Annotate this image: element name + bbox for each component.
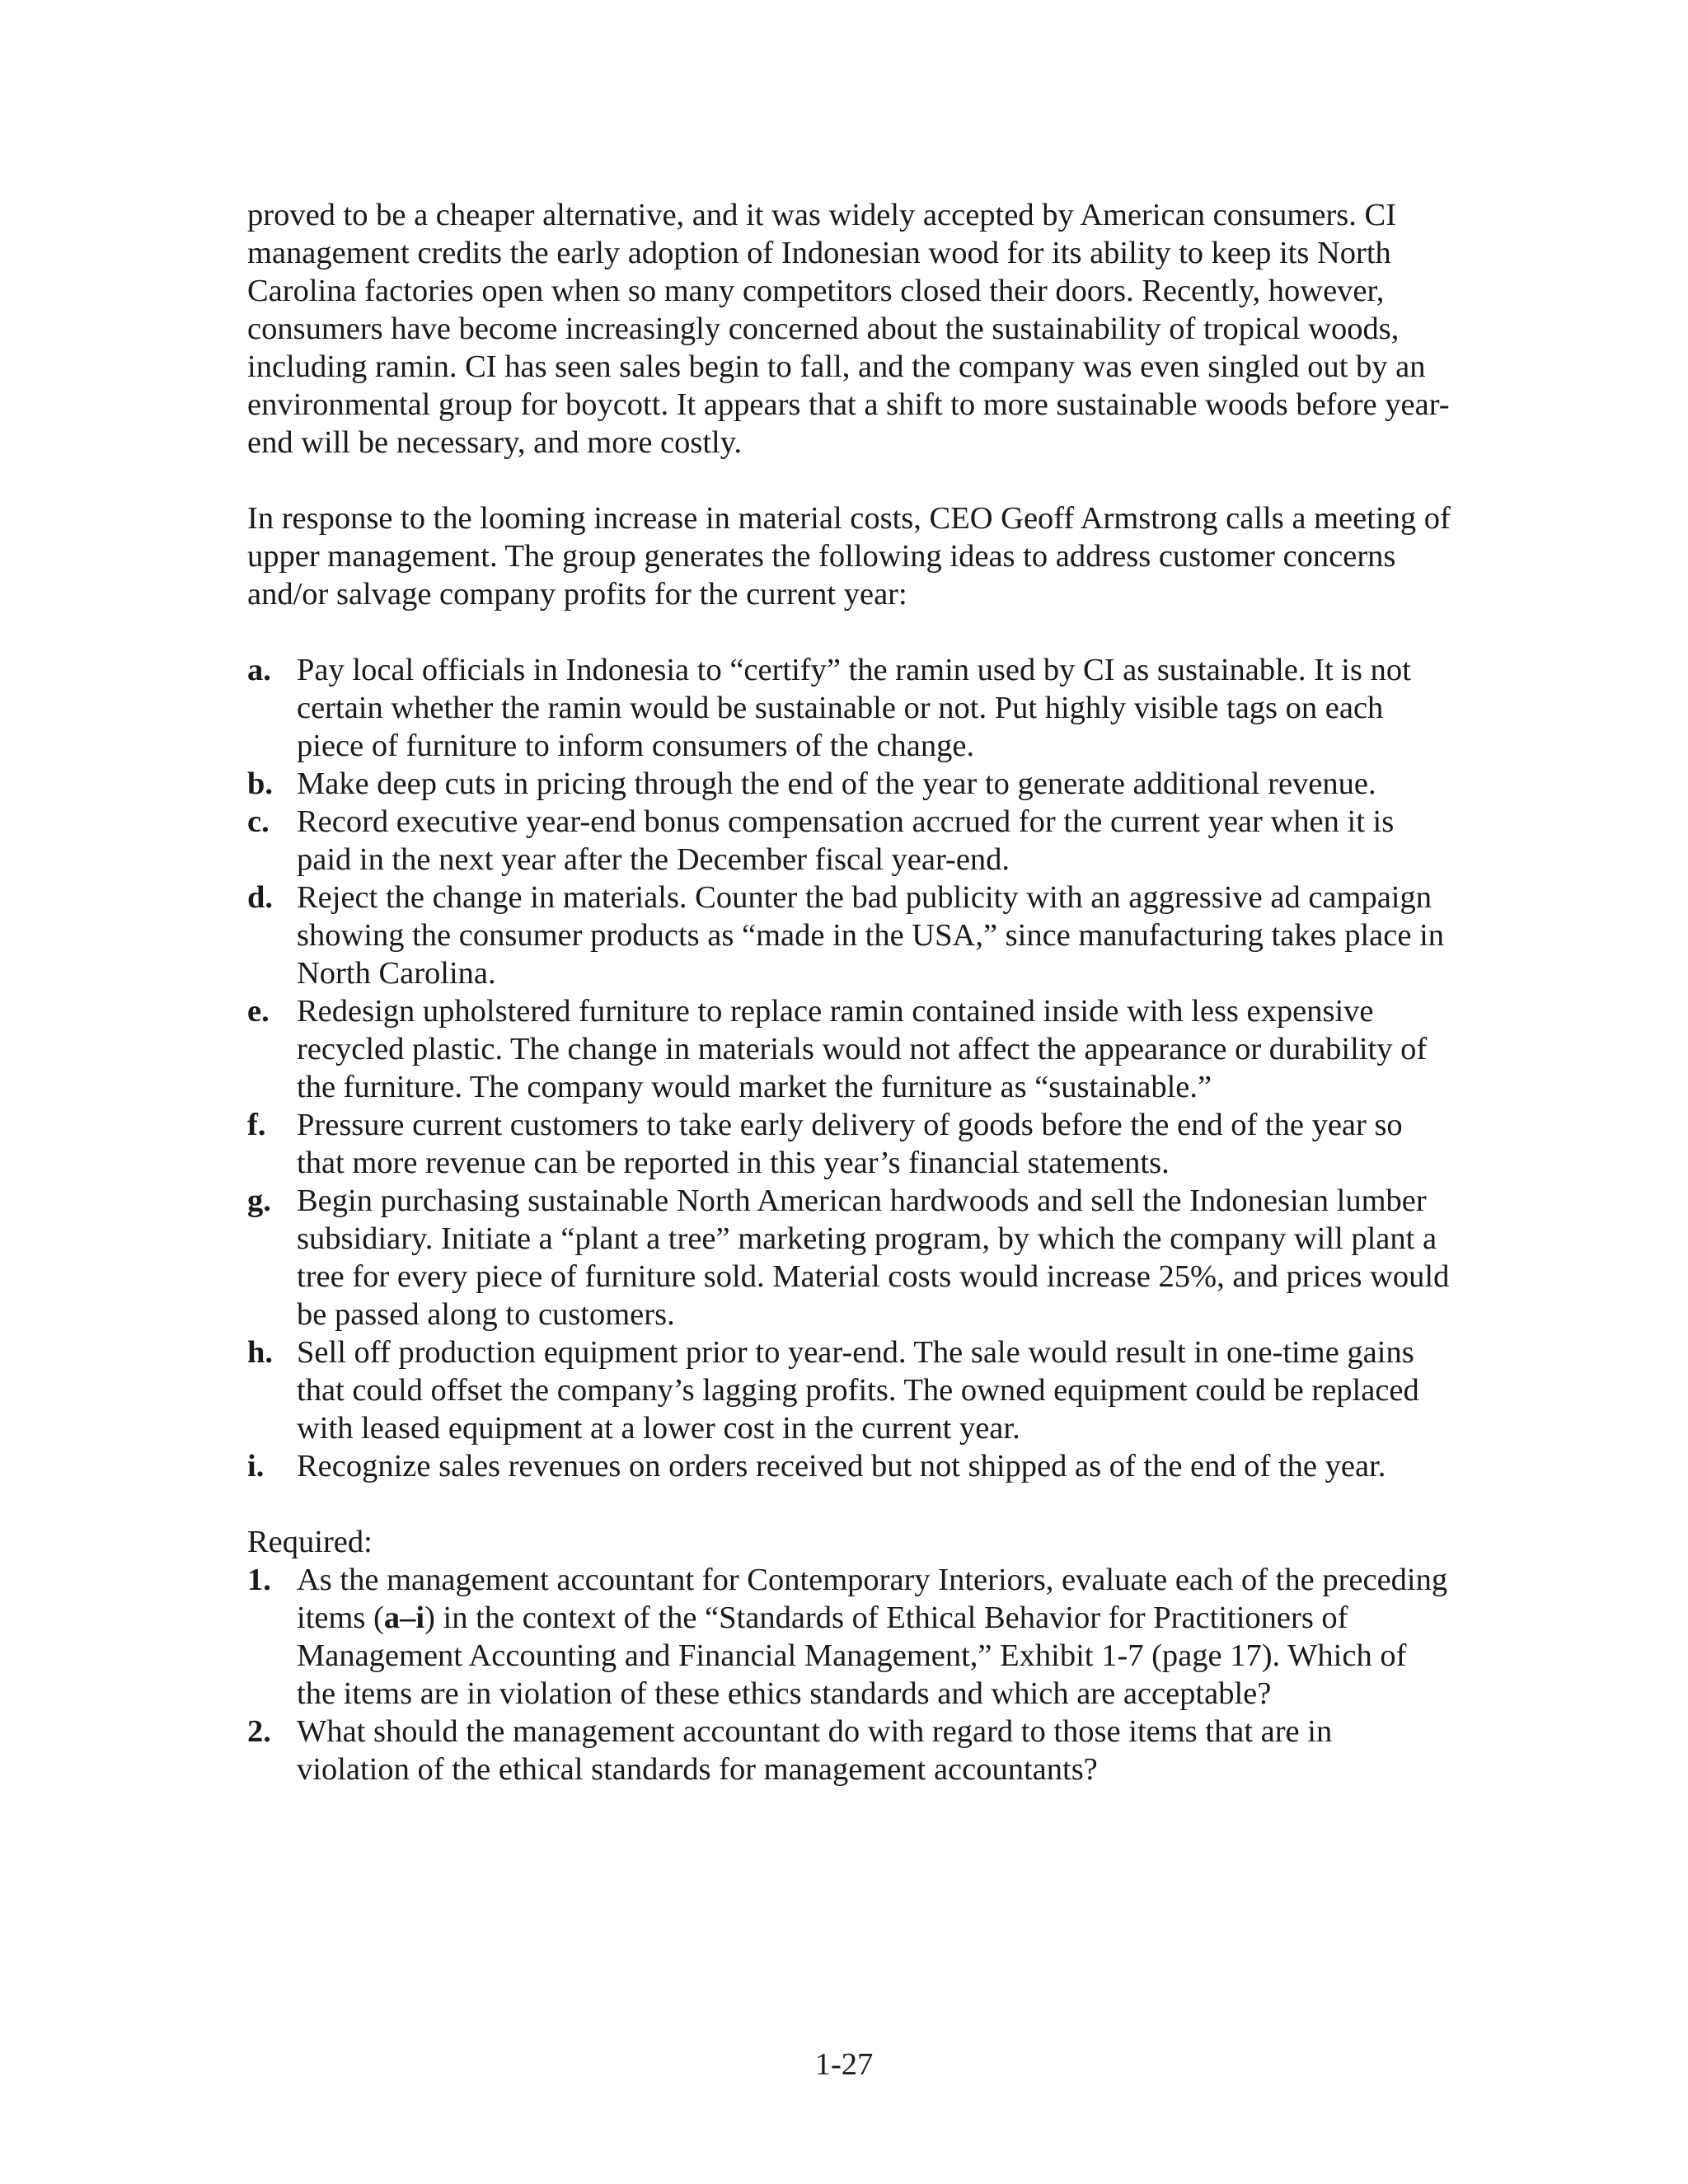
- list-marker: i.: [247, 1449, 265, 1483]
- required-text-after: ) in the context of the “Standards of Ethical Behavior for Practitioners of Management Accounting and Financial Management,” Exhibit 1-7 (page 17). Which of the items are in violation of these ethics standards and which are acceptable?: [297, 1601, 1407, 1711]
- list-marker: e.: [247, 994, 270, 1029]
- required-list: [247, 1561, 1451, 1788]
- list-item: [247, 879, 1451, 992]
- response-paragraph: In response to the looming increase in material costs, CEO Geoff Armstrong calls a meeting of upper management. The group generates the following ideas to address customer concerns and/or salvage company profits for the current year:: [247, 501, 1451, 612]
- list-item-text: Pressure current customers to take early delivery of goods before the end of the year so that more revenue can be reported in this year’s financial statements.: [297, 1108, 1403, 1180]
- list-marker: a.: [247, 653, 271, 687]
- list-item: [247, 1561, 1451, 1713]
- list-marker: g.: [247, 1183, 271, 1218]
- required-heading: Required:: [247, 1525, 373, 1559]
- list-marker: d.: [247, 880, 274, 915]
- list-item-text: Begin purchasing sustainable North American hardwoods and sell the Indonesian lumber subsidiary. Initiate a “plant a tree” marketing program, by which the company will plant a tree for every piece of furniture sold. Material costs would increase 25%, and prices would be passed along to customers.: [297, 1183, 1450, 1332]
- list-item-text: What should the management accountant do with regard to those items that are in violation of the ethical standards for management accountants?: [297, 1714, 1333, 1787]
- list-marker: 1.: [247, 1563, 271, 1597]
- list-item-text: Redesign upholstered furniture to replace ramin contained inside with less expensive recycled plastic. The change in materials would not affect the appearance or durability of the furniture. The company would market the furniture as “sustainable.”: [297, 994, 1428, 1104]
- list-item-text: [297, 1561, 1451, 1713]
- list-item-text: Make deep cuts in pricing through the end of the year to generate additional revenue.: [297, 766, 1376, 801]
- page-number: 1-27: [814, 2047, 874, 2082]
- list-item: [247, 803, 1451, 879]
- document-body: [247, 196, 1451, 1788]
- list-marker: f.: [247, 1108, 266, 1142]
- list-item-text: Record executive year-end bonus compensation accrued for the current year when it is paid in the next year after the December fiscal year-end.: [297, 804, 1395, 877]
- list-item: [247, 765, 1451, 803]
- ideas-list: [247, 651, 1451, 1485]
- list-item-text: Pay local officials in Indonesia to “certify” the ramin used by CI as sustainable. It is not certain whether the ramin would be sustainable or not. Put highly visible tags on each piece of furniture to inform consumers of the change.: [297, 653, 1411, 763]
- intro-paragraph: proved to be a cheaper alternative, and it was widely accepted by American consumers. CI management credits the early adoption of Indonesian wood for its ability to keep its North Carolina factories open when so many competitors closed their doors. Recently, however, consumers have become increasingly concerned about the sustainability of tropical woods, including ramin. CI has seen sales begin to fall, and the company was even singled out by an environmental group for boycott. It appears that a shift to more sustainable woods before year-end will be necessary, and more costly.: [247, 198, 1450, 460]
- list-item-text: Recognize sales revenues on orders received but not shipped as of the end of the year.: [297, 1449, 1386, 1483]
- list-item: [247, 1182, 1451, 1333]
- list-marker: 2.: [247, 1714, 271, 1749]
- list-marker: h.: [247, 1335, 274, 1370]
- list-item-text: Sell off production equipment prior to year-end. The sale would result in one-time gains that could offset the company’s lagging profits. The owned equipment could be replaced with leased equipment at a lower cost in the current year.: [297, 1335, 1419, 1446]
- list-item: [247, 1106, 1451, 1182]
- list-item-text: Reject the change in materials. Counter the bad publicity with an aggressive ad campaign showing the consumer products as “made in the USA,” since manufacturing takes place in North Carolina.: [297, 880, 1445, 991]
- list-marker: c.: [247, 804, 270, 839]
- list-item: [247, 1713, 1451, 1788]
- list-marker: b.: [247, 766, 274, 801]
- list-item: [247, 1333, 1451, 1447]
- list-item: [247, 651, 1451, 765]
- list-item: [247, 992, 1451, 1106]
- list-item: [247, 1447, 1451, 1485]
- required-text-bold: a–i: [383, 1601, 425, 1635]
- required-text-before: As the management accountant for Contemporary Interiors, evaluate each of the preceding items (: [297, 1563, 1448, 1635]
